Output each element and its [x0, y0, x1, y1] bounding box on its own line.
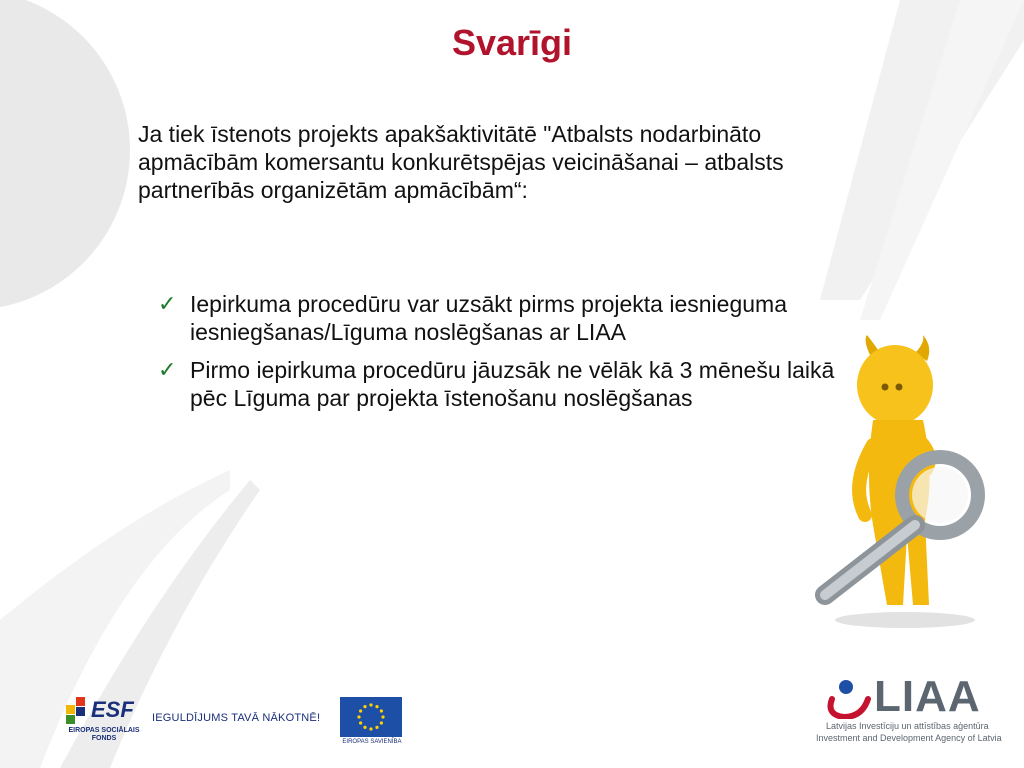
liaa-subtitle-lv: Latvijas Investīciju un attīstības aģentūra — [826, 721, 989, 731]
eu-flag-icon — [340, 697, 402, 737]
slide-title: Svarīgi — [451, 22, 573, 63]
bullet-text: Iepirkuma procedūru var uzsākt pirms projekta iesnieguma iesniegšanas/Līguma noslēgšanas ar LIAA — [190, 291, 787, 345]
bullet-item — [158, 290, 838, 346]
liaa-logo-icon — [822, 677, 872, 719]
bullet-text: Pirmo iepirkuma procedūru jāuzsāk ne vēlāk kā 3 mēnešu laikā pēc Līguma par projekta īstenošanu noslēgšanas — [190, 357, 835, 411]
intro-paragraph: Ja tiek īstenots projekts apakšaktivitātē "Atbalsts nodarbināto apmācībām komersantu konkurētspējas veicināšanai – atbalsts partnerībās organizētām apmācībām“: — [138, 121, 784, 203]
check-icon: ✓ — [158, 357, 177, 382]
figure-with-magnifier-illustration — [795, 335, 995, 635]
bullet-item — [158, 356, 838, 412]
liaa-subtitle-en: Investment and Development Agency of Latvia — [816, 733, 1002, 743]
esf-subtitle: EIROPAS SOCIĀLAIS FONDS — [68, 727, 140, 742]
eu-caption: EIROPAS SAVIENĪBA — [342, 739, 402, 745]
liaa-wordmark: LIAA — [874, 672, 981, 721]
esf-mark: ESF — [91, 697, 134, 722]
check-icon: ✓ — [158, 291, 177, 316]
bullet-list — [158, 290, 838, 422]
footer-slogan: IEGULDĪJUMS TAVĀ NĀKOTNĒ! — [152, 712, 321, 724]
